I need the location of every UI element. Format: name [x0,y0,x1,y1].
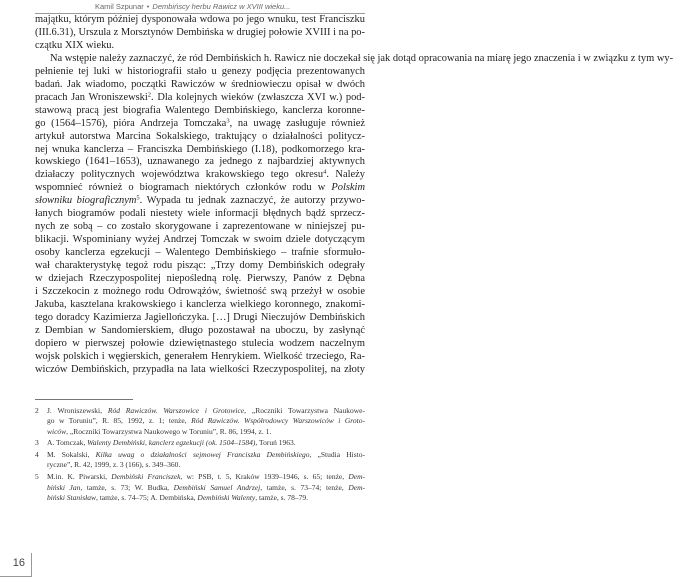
text-segment: , w: PSB, t. 5, Kraków 1939–1946, s. 65; tenże, [180,472,349,482]
body-line [35,234,365,247]
italic-text: Dem- [348,482,365,492]
body-line [35,286,365,299]
body-line [35,195,365,208]
text-segment: , na uwagę zasługuje również [229,117,365,129]
text-segment: , „Roczniki Towarzystwa Naukowe- [244,406,365,415]
text-segment: nej wnuka kanclerza – Franciszka Dembińskiego (I.18), podkomorzego kra- [35,143,365,155]
text-segment: . Wypada tu jednak zaznaczyć, że autorzy przywo- [139,195,365,207]
text-segment: Jakuba, kasztelana krakowskiego i kanclerza wielkiego koronnego, znakomi- [35,298,365,310]
body-line [35,144,365,157]
body-line [35,312,365,325]
body-line [35,92,365,105]
page-number: 16 [0,553,32,577]
body-line [35,247,365,260]
text-segment: A. Tomczak, [47,438,88,448]
body-line [35,182,365,195]
text-segment: w dziejach Rzeczypospolitej niepośledną rolę. Pierwszy, Panów z Dębna [35,273,365,285]
text-segment: łanych biogramów podali niestety wiele informacji błędnych bądź sprzecz- [35,208,365,220]
footnote [35,450,365,471]
text-segment: . Dla kolejnych wieków (zwłaszcza XVI w.) pod- [151,91,365,103]
body-line [35,131,365,144]
running-header [35,1,365,14]
text-segment: . Należy [326,169,365,181]
main-body-text [35,14,673,377]
body-line [35,14,365,27]
text-segment: Na wstępie należy zaznaczyć, że ród Dembińskich h. Rawicz nie doczekał się jak dotąd opracowania na miarę jego znaczenia i w związku z tym wy- [50,52,673,64]
body-line [35,118,365,131]
italic-text: Ród Rawiczów. Warszowice i Grotowice [107,406,245,415]
text-segment: , tamże, s. 78–79. [255,492,308,502]
footnote [35,406,365,437]
text-segment: artykuł autorstwa Marcina Sokalskiego, traktujący o działalności politycz- [35,130,365,142]
text-segment: pracach Jan Wroniszewski [35,91,148,103]
footnote-line [47,450,365,460]
text-segment: , „Studia Histo- [309,450,365,460]
text-segment: wspomnieć również o biogramach niektórych członków rodu w [35,182,332,194]
footnotes-section [35,406,365,505]
footnote-line [47,483,365,493]
text-segment: J. Wroniszewski, [47,406,108,415]
header-title: Dembińscy herbu Rawicz w XVIII wieku... [152,2,291,11]
text-segment: , tamże, s. 73–74; tenże, [260,482,349,492]
italic-text: Dem- [348,472,365,482]
italic-text: Dembiński Franciszek [111,472,181,482]
text-segment: osoby kanclerza egzekucji – Walentego Dembińskiego – trafnie sformuło- [35,247,365,259]
footnote [35,438,365,448]
italic-text: Kilka uwag o działalności sejmowej Franciszka Dembińskiego [95,450,310,460]
text-segment: pełnienie tej luki w historiografii stało u genezy podjęcia prezentowanych [35,65,365,77]
text-segment: ryczne”, R. 42, 1999, z. 3 (166), s. 349–360. [47,460,181,470]
italic-text: słowniku biograficznym [35,195,137,207]
text-segment: go w Toruniu”, R. 85, 1992, z. 1; tenże, [47,416,192,426]
text-segment: kowskiego (1641–1653), uznawanego za jednego z najbardziej aktywnych [35,156,365,168]
body-line [35,66,365,79]
body-line [35,27,365,40]
text-segment: działaczy politycznych województwa krakowskiego tego okresu [35,169,324,181]
footnote-line [47,406,365,416]
body-line [35,169,365,182]
body-line [35,273,365,286]
text-segment: wiczów Dembińskich, przypadła na lata wielkości Rzeczypospolitej, na złoty [35,363,365,375]
body-line [35,364,365,377]
body-line [35,40,365,53]
footnote-line [47,438,365,448]
text-segment: tego doradcy Kazimierza Jagiellończyka. […] Drugi Nieczujów Dembińskich [35,311,365,323]
footnote-line [47,416,365,426]
body-line [35,208,365,221]
footnote [35,472,365,503]
italic-text: Dembiński Samuel Andrzej [173,482,261,492]
body-line [35,79,365,92]
text-segment: majątku, którym później dysponowała wdowa po jego wnuku, test Franciszku [35,14,365,25]
footnote-number: 4 [35,450,39,460]
footnote-ref: 3 [226,117,230,125]
body-line [35,299,365,312]
body-line [35,105,365,118]
italic-text: biński Jan [47,482,81,492]
italic-text: Polskim [331,182,365,194]
text-segment: wał charakterystykę tegoż rodu pisząc: „Trzy domy Dembińskich odegrały [35,260,365,272]
body-line [35,325,365,338]
footnote-number: 2 [35,406,39,415]
footnote-line [47,493,365,503]
text-segment: blikacji. Wspominiany wyżej Andrzej Tomczak w swoim dziele dotyczącym [35,234,365,246]
text-segment: i Szczekocin z możnego rodu Odrowążów, świetność swą przeżył w osobie [35,286,365,298]
body-line [35,221,365,234]
text-segment: , tamże, s. 74–75; A. Dembińska, [95,492,198,502]
text-segment: M. Sokalski, [47,450,96,460]
text-segment: badań. Jak wiadomo, początki Rawiczów w średniowieczu opisał w dwóch [35,78,365,90]
footnote-line [47,472,365,482]
italic-text: biński Stanisław [47,492,96,502]
italic-text: Ród Rawiczów. Współrodowcy Warszowiców i Groto- [191,416,365,426]
footnote-separator [35,399,133,400]
text-segment: czątku XIX wieku. [35,39,115,51]
header-separator: • [146,2,150,11]
text-segment: stawową pracą jest biografia Walentego Dembińskiego, kanclerza koronne- [35,104,365,116]
text-segment: dopiero w pierwszej połowie dziewiętnastego stulecia wodzem naczelnym [35,337,365,349]
text-segment: z Dembian w Sandomierskiem, długo pozostawał na uboczu, by zasłynąć [35,324,365,336]
italic-text: Dembiński Walenty [197,492,256,502]
italic-text: wiców [47,426,67,436]
footnote-line [47,460,365,470]
footnote-ref: 2 [147,91,152,99]
header-author: Kamil Szpunar • Dembińscy herbu Rawicz w XVIII wieku... [95,2,291,11]
text-segment: (III.6.31), Urszula z Morsztynów Dembińska w drugiej połowie XVIII i na po- [35,26,365,38]
footnote-ref: 5 [136,194,140,202]
text-segment: , „Roczniki Towarzystwa Naukowego w Toruniu”, R. 86, 1994, z. 1. [66,426,272,436]
text-segment: M.in. K. Piwarski, [47,472,112,482]
italic-text: Walenty Dembiński, kanclerz egzekucji (ok. 1504–1584) [87,438,256,448]
text-segment: wojsk polskich i węgierskich, generałem Henrykiem. Wielkość trzeciego, Ra- [35,350,365,362]
text-segment: , tamże, s. 73; W. Budka, [80,482,174,492]
text-segment: go (1564–1576), pióra Andrzeja Tomczaka [35,117,227,129]
body-line [35,338,365,351]
footnote-line [47,427,365,437]
footnote-number: 5 [35,472,39,482]
body-line [35,351,365,364]
body-line [35,52,673,66]
body-line [35,156,365,169]
body-line [35,260,365,273]
text-segment: , Toruń 1963. [255,438,296,448]
footnote-number: 3 [35,438,39,448]
text-segment: nych ze sobą – co zostało skorygowane i zaprezentowane w niniejszej pu- [35,221,365,233]
footnote-ref: 4 [323,168,327,176]
